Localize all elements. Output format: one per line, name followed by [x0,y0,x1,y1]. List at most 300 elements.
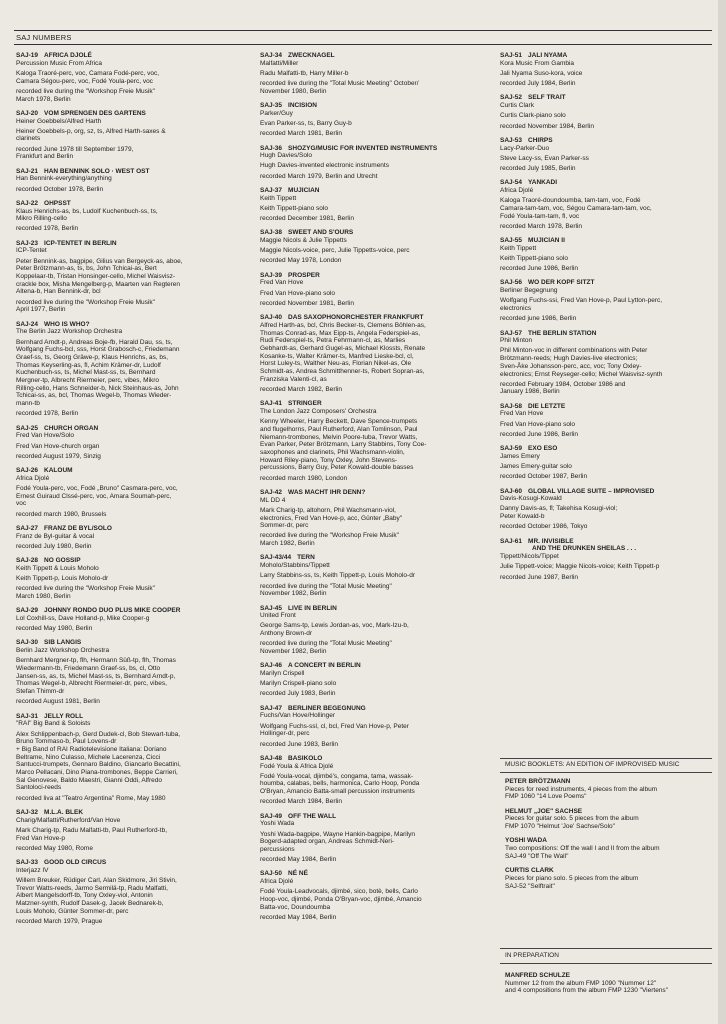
catalog-entry [500,538,712,582]
booklet-line: and 4 compositions from the album FMP 1230 "Viertens" [505,987,668,995]
paragraph-line: Mark Charig-tp, Radu Malfatti-tb, Paul Rutherford-tb, [16,826,168,834]
entry-paragraph [260,507,490,530]
album-title: GLOBAL VILLAGE SUITE – IMPROVISED [528,487,655,495]
album-title: A CONCERT IN BERLIN [288,662,361,670]
entry-paragraph [16,339,242,408]
album-title-continued: AND THE DRUNKEN SHEILAS . . . [532,545,637,553]
catalog-entry [16,525,242,551]
album-title: PROSPER [288,271,320,279]
album-title: LIVE IN BERLIN [288,604,337,612]
booklet-item [505,778,715,801]
paragraph-line: recorded June 1987, Berlin [500,573,579,581]
artist-line: Franziska Valenti-cl, as [260,375,327,383]
artist-line: Mikro Rilling-cello [16,215,67,223]
artist-line: The London Jazz Composers' Orchestra [260,407,377,415]
paragraph-line: Peter Kowald-b [500,513,545,521]
entry-heading [16,639,242,647]
page-edge [718,0,726,1024]
catalog-number: SAJ-27 [16,524,39,532]
paragraph-line: recorded July 1983, Berlin [260,690,336,698]
paragraph-line: Matzner-synth, Rudolf Dasek-g, Jacek Bednarek-b, [16,900,164,908]
paragraph-line: Alex Schlippenbach-p, Gerd Dudek-cl, Bob Stewart-tuba, [16,730,181,738]
catalog-entry [260,229,490,265]
paragraph-line: Rilling-cello, Hans Schneider-b, Nick Steinhaus-as, John [16,384,179,392]
paragraph-line: Brötzmann-reeds; Hugh Davies-live electronics; [500,355,638,363]
paragraph-line: Peter Bennink-as, bagpipe, Gilius van Bergeyck-as, aboe, [16,257,183,265]
paragraph-line: Wolfgang Fuchs-ssi, Fred Van Hove-p, Paul Lytton-perc, [500,297,663,305]
paragraph-line: Hollinger-dr, perc [260,730,310,738]
catalog-number: SAJ-28 [16,557,39,565]
entry-heading [260,755,490,763]
paragraph-line: Wolfgang Fuchs-bcl, sss, Horst Grabosch-c, Friedemann [16,346,180,354]
paragraph-line: George Sams-tp, Lewis Jordan-as, voc, Mark-Izu-b, [260,622,409,630]
artist-line: ICP-Tentet [16,247,47,255]
entry-heading [260,870,490,878]
entry-paragraph [16,575,242,583]
entry-paragraph [260,162,490,170]
entry-paragraph [260,914,490,922]
catalog-number: SAJ-57 [500,329,523,337]
entry-heading [500,237,712,245]
album-title: MUJICIAN [288,186,320,194]
artist-line: James Emery [500,452,540,460]
paragraph-line: recorded August 1979, Sinzig [16,452,101,460]
entry-paragraph [500,574,712,582]
artist-line: Moholo/Stabbins/Tippett [260,562,330,570]
paragraph-line: March 1982, Berlin [260,540,315,548]
catalog-number: SAJ-54 [500,179,523,187]
album-title: GOOD OLD CIRCUS [44,859,107,867]
catalog-number: SAJ-46 [260,662,283,670]
album-title: EXO ESO [528,445,558,453]
album-title: MUJICIAN II [528,237,565,245]
booklet-line: Pieces for guitar solo. 5 pieces from the album [505,815,639,823]
catalog-entry [260,187,490,223]
catalog-entry [16,321,242,418]
paragraph-line: Yoshi Wada-bagpipe, Wayne Hankin-bagpipe, Marilyn [260,830,416,838]
booklet-line: Nummer 12 from the album FMP 1090 "Nummer 12" [505,979,657,987]
catalog-entry [260,554,490,598]
entry-heading [500,330,712,338]
entry-paragraph [16,258,242,297]
artist-line: Fred Van Hove/Solo [16,432,75,440]
catalog-entry [16,809,242,853]
catalog-entry [260,489,490,548]
paragraph-line: recorded May 1980, Berlin [16,625,93,633]
paragraph-line: recorded March 1981, Berlin [260,130,343,138]
artist-line: Fuchs/Van Hove/Hollinger [260,712,336,720]
catalog-number: SAJ-42 [260,488,283,496]
paragraph-line: voc [16,500,27,508]
entry-heading [16,200,242,208]
paragraph-line: Howard Riley-piano, Tony Oxley, John Stevens- [260,456,398,464]
album-title: CHURCH ORGAN [44,424,99,432]
entry-paragraph [16,410,242,418]
catalog-number: SAJ-58 [500,402,523,410]
entry-paragraph [260,475,490,483]
paragraph-line: Hugh Davies-invented electronic instruments [260,162,389,170]
entry-heading [16,168,242,176]
preparation-rule [500,948,712,949]
album-title: DAS SAXOPHONORCHESTER FRANKFURT [288,314,424,322]
catalog-number: SAJ-34 [260,52,283,59]
catalog-entry [500,52,712,88]
booklet-line: Pieces for reed instruments, 4 pieces from the album [505,785,658,793]
paragraph-line: Santucci-trumpets, Gennaro Baldino, Giancarlo Becattini, [16,761,181,769]
artist-line: Han Bennink-everything/anything [16,175,112,183]
album-title: HAN BENNINK SOLO · WEST OST [44,167,150,175]
artist-line: Keith Tippett [260,194,297,202]
paragraph-line: Mergner-tp, Albrecht Riermeier, perc, vibes, Mikro [16,377,160,385]
paragraph-line: Fodé Youla-tam-tam, fl, voc [500,212,580,220]
catalog-entry [500,445,712,481]
entry-heading [500,52,712,60]
artist-line: Fred Van Hove [500,410,544,418]
catalog-entry [500,179,712,230]
booklets-list [505,778,715,897]
paragraph-line: electronics [500,305,532,313]
entry-paragraph [260,290,490,298]
paragraph-line: November 1980, Berlin [260,87,327,95]
entry-paragraph [260,215,490,223]
paragraph-line: Wolfgang Fuchs-ssl, cl, bcl, Fred Van Hove-p, Peter [260,722,409,730]
entry-heading [260,314,490,322]
paragraph-line: houmba, calabas, bells, harmonica, Carlo Hoop, Ponda [260,780,420,788]
album-title: AFRICA DJOLÉ [44,52,92,59]
paragraph-line: Sal Genovese, Baldo Maestri, Gianni Oddi, Alfredo [16,776,162,784]
paragraph-line: recorded live during the "Workshop Freie Musik" [16,298,155,306]
artist-line: Kosanke-ts, Walter Krämer-ts, Manfred Lieske-bcl, cl, [260,352,414,360]
entry-paragraph [500,297,712,312]
paragraph-line: recorded November 1981, Berlin [260,299,354,307]
entry-paragraph [16,88,242,103]
catalog-entry [500,237,712,273]
artist-line: Kora Music From Gambia [500,59,575,67]
column-1 [16,52,242,932]
paragraph-line: recorded August 1981, Berlin [16,698,100,706]
entry-heading [16,110,242,118]
artist-line: Schmidt-as, Andrea Schmitthenner-ts, Robert Sopran-as, [260,368,425,376]
album-title: THE BERLIN STATION [528,329,597,337]
paragraph-line: Stefan Thimm-dr [16,688,65,696]
artist-line: Heiner Goebbels/Alfred Harth [16,117,102,125]
column-2 [260,52,490,928]
catalog-entry [16,639,242,706]
paragraph-line: Kenny Wheeler, Harry Beckett, Dave Spence-trumpets [260,418,418,426]
entry-heading [16,713,242,721]
entry-paragraph [500,421,712,429]
catalog-number: SAJ-23 [16,239,39,247]
catalog-entry [16,425,242,461]
entry-paragraph [16,657,242,696]
catalog-number: SAJ-25 [16,424,39,432]
entry-paragraph [16,70,242,85]
catalog-number: SAJ-37 [260,186,283,194]
catalog-number: SAJ-35 [260,102,283,110]
catalog-entry [500,279,712,323]
paragraph-line: recorded March 1979, Prague [16,918,103,925]
paragraph-line: recorded live during the "Workshop Freie Musik" [16,585,155,593]
artist-line: Tippett/Nicols/Tippet [500,553,559,561]
paragraph-line: Anthony Brown-dr [260,630,313,638]
entry-paragraph [260,831,490,854]
album-title: WO DER KOPF SITZT [528,279,595,287]
entry-heading [500,137,712,145]
entry-heading [16,607,242,615]
paragraph-line: Fred Van Hove-p [16,834,66,842]
entry-paragraph [500,381,712,396]
paragraph-line: April 1977, Berlin [16,306,66,314]
entry-paragraph [260,622,490,637]
catalog-number: SAJ-36 [260,144,283,152]
paragraph-line: crackle box, Misha Mengelberg-p, Maarten van Regteren [16,280,181,288]
catalog-entry [260,605,490,656]
paragraph-line: Julie Tippett-voice; Maggie Nicols-voice; Keith Tippett-p [500,563,660,571]
entry-paragraph [500,112,712,120]
catalog-entry [260,145,490,181]
entry-paragraph [260,386,490,394]
album-title: JALI NYAMA [528,52,568,59]
catalog-number: SAJ-45 [260,604,283,612]
paragraph-line: recorded live during the "Total Music Meeting" [260,640,392,648]
entry-paragraph [500,505,712,520]
artist-line: Africa Djolé [16,474,50,482]
entry-heading [260,605,490,613]
paragraph-line: Santoloci-reeds [16,784,62,792]
catalog-entry [500,94,712,130]
artist-line: Curtis Clark [500,102,534,110]
paragraph-line: recorded live during the "Total Music Meeting" [260,582,392,590]
entry-paragraph [16,795,242,803]
paragraph-line: Keith Tippett-piano solo [500,254,568,262]
paragraph-line: Phil Minton-voc in different combinations with Peter [500,347,648,355]
paragraph-line: Koppelaar-tb, Tristan Honsinger-cello, Michel Waisvisz- [16,273,176,281]
paragraph-line: recorded October 1978, Berlin [16,185,104,193]
paragraph-line: Maggie Nicols-voice, perc, Julie Tippetts-voice, perc [260,247,410,255]
paragraph-line: March 1978, Berlin [16,95,71,103]
entry-heading [260,662,490,670]
preparation-rule-2 [500,963,712,964]
entry-paragraph [260,532,490,547]
entry-paragraph [16,543,242,551]
catalog-number: SAJ-55 [500,237,523,245]
entry-paragraph [260,205,490,213]
catalog-number: SAJ-32 [16,808,39,816]
artist-line: Malfatti/Miller [260,59,299,67]
booklet-name: HELMUT „JOE" SACHSE [505,807,583,815]
paragraph-line: Fred Van Hove-piano solo [500,420,576,428]
album-title: MR. INVISIBLE [528,537,574,545]
entry-paragraph [16,918,242,926]
entry-heading [260,489,490,497]
catalog-entry [500,403,712,439]
entry-heading [260,102,490,110]
entry-paragraph [500,431,712,439]
paragraph-line: Radu Malfatti-tb, Harry Miller-b [260,69,349,77]
paragraph-line: Mark Charig-tp, altohorn, Phil Wachsmann-viol, [260,506,396,514]
entry-paragraph [260,173,490,181]
paragraph-line: mann-tb [16,400,40,408]
catalog-number: SAJ-47 [260,704,283,712]
artist-line: Rudi Federspiel-ts, Petra Fehrmann-cl, as, Marlies [260,337,406,345]
artist-line: Percussion Music From Africa [16,59,102,67]
entry-heading [260,400,490,408]
booklet-name: MANFRED SCHULZE [505,972,570,979]
entry-heading [260,813,490,821]
paragraph-line: Graef-ss, ts, Georg Gräwe-p, Klaus Henrichs, as, bs, [16,353,169,361]
album-title: TERN [297,554,315,562]
album-title: SWEET AND S'OURS [288,229,354,237]
album-title: OHPSST [44,199,71,207]
entry-heading [500,445,712,453]
album-title: NO GOSSIP [44,557,81,565]
paragraph-line: recorded 1978, Berlin [16,225,79,233]
paragraph-line: James Emery-guitar solo [500,463,572,471]
entry-paragraph [260,583,490,598]
paragraph-line: electronics, Fred Van Hove-p, acc, Günter „Baby" [260,514,402,522]
catalog-entry [260,272,490,308]
album-title: KALOUM [44,467,73,475]
entry-paragraph [260,741,490,749]
catalog-number: SAJ-33 [16,859,39,867]
paragraph-line: Bogerd-adapted organ, Andreas Schmidt-Neri- [260,838,395,846]
paragraph-line: recorded March 1979, Berlin and Utrecht [260,172,378,180]
paragraph-line: Fred Van Hove-church organ [16,442,100,450]
artist-line: Franz de Byl-guitar & vocal [16,532,95,540]
entry-paragraph [16,698,242,706]
paragraph-line: Beltrame, Nino Culasso, Michele Lacerenza, Cicci [16,753,161,761]
paragraph-line: recorded May 1980, Rome [16,844,93,852]
paragraph-line: recorded July 1985, Berlin [500,164,576,172]
paragraph-line: March 1980, Berlin [16,592,71,600]
catalog-number: SAJ-24 [16,320,39,328]
entry-heading [260,52,490,60]
paragraph-line: Louis Moholo, Günter Sommer-dr, perc [16,907,129,915]
entry-heading [500,403,712,411]
album-title: ICP-TENTET IN BERLIN [44,239,117,247]
entry-heading [16,557,242,565]
preparation-heading: IN PREPARATION [505,952,559,959]
paragraph-line: recorded February 1984, October 1986 and [500,380,626,388]
artist-line: Keith Tippett & Louis Moholo [16,564,99,572]
paragraph-line: recorded live during the "Total Music Meeting" October/ [260,80,419,88]
artist-line: Maggie Nicols & Julie Tippetts [260,237,347,245]
entry-paragraph [16,625,242,633]
catalog-entry [260,813,490,864]
catalog-number: SAJ-31 [16,712,39,720]
paragraph-line: Frankfurt and Berlin [16,153,74,161]
entry-paragraph [500,463,712,471]
entry-paragraph [260,680,490,688]
entry-paragraph [260,257,490,265]
catalog-entry [16,168,242,194]
paragraph-line: percussions [260,845,295,853]
entry-paragraph [260,723,490,738]
album-title: CHIRPS [528,136,553,144]
entry-heading [16,240,242,248]
artist-line: Gebhardt-as, Gerhard Gugel-as, Michael Klossts, Renate [260,344,426,352]
album-title: WHO IS WHO? [44,320,90,328]
booklets-rule [500,758,712,759]
entry-heading [16,859,242,867]
entry-paragraph [500,563,712,571]
paragraph-line: recorded May 1984, Berlin [260,856,337,864]
booklet-line: SAJ-49 "Off The Wall" [505,852,569,860]
entry-paragraph [16,453,242,461]
entry-paragraph [500,523,712,531]
catalog-entry [260,314,490,394]
paragraph-line: Bernhard Mergner-tp, flh, Hermann Süß-tp, flh, Thomas [16,657,176,665]
catalog-number: SAJ-29 [16,607,39,615]
entry-paragraph [260,572,490,580]
catalog-number: SAJ-20 [16,109,39,117]
catalog-entry [260,662,490,698]
paragraph-line: Evan Parker-ss, ts, Barry Guy-b [260,120,352,128]
paragraph-line: saxophones and clarinets, Phil Wachsmann-violin, [260,448,405,456]
catalog-entry [260,52,490,96]
paragraph-line: Ernest Guiraud Clssé-perc, voc, Amara Soumah-perc, [16,492,172,500]
entry-paragraph [260,120,490,128]
album-title: DIE LETZTE [528,402,566,410]
entry-paragraph [16,299,242,314]
catalog-number: SAJ-19 [16,52,39,59]
catalog-entry [16,467,242,518]
booklet-line: Two compositions: Off the wall I and II from the album [505,845,660,853]
paragraph-line: January 1986, Berlin [500,388,560,396]
catalog-number: SAJ-43/44 [260,554,292,562]
entry-heading [16,525,242,533]
album-title: FRANZ DE BYL/SOLO [44,524,112,532]
catalog-number: SAJ-39 [260,271,283,279]
booklets-rule-2 [500,772,712,773]
album-title: BERLINER BEGEGNUNG [288,704,366,712]
entry-heading [260,272,490,280]
paragraph-line: Steve Lacy-ss, Evan Parker-ss [500,154,589,162]
paragraph-line: recorded December 1981, Berlin [260,215,354,223]
entry-paragraph [500,255,712,263]
paragraph-line: Wiedermann-tb, Friedemann Graef-ss, bs, cl, Otto [16,665,161,673]
catalog-number: SAJ-56 [500,279,523,287]
album-title: VOM SPRENGEN DES GARTENS [44,109,146,117]
catalog-number: SAJ-49 [260,812,283,820]
entry-paragraph [500,155,712,163]
paragraph-line: Heiner Goebbels-p, org, sz, ts, Alfred Harth-saxes & [16,127,166,135]
entry-paragraph [500,315,712,323]
entry-paragraph [500,165,712,173]
album-title: WAS MACHT IHR DENN? [288,488,366,496]
paragraph-line: Altena-b, Han Bennink-dr, bcl [16,288,101,296]
catalog-number: SAJ-21 [16,167,39,175]
paragraph-line: recorded March 1982, Berlin [260,385,343,393]
entry-paragraph [260,70,490,78]
entry-heading [500,279,712,287]
paragraph-line: + Big Band of RAI Radiotelevisione Italiana: Doriano [16,745,167,753]
paragraph-line: recorded May 1984, Berlin [260,913,337,921]
paragraph-line: Kaloga Traoré-perc, voc, Camara Fodé-perc, voc, [16,69,160,77]
paragraph-line: Fodé Youla-Leadvocals, djimbé, sico, botè, bells, Carlo [260,888,418,896]
artist-line: Africa Djolé [260,878,294,886]
entry-paragraph [260,856,490,864]
catalog-entry [260,870,490,921]
entry-heading [500,538,712,546]
column-3 [500,52,712,588]
artist-line: Davis-Kosugi-Kowald [500,495,562,503]
entry-paragraph [260,798,490,806]
album-title: BASIKOLO [288,754,323,762]
artist-line: Charig/Malfatti/Rutherford/Van Hove [16,816,121,824]
section-title: SAJ NUMBERS [16,33,72,42]
entry-paragraph [260,690,490,698]
